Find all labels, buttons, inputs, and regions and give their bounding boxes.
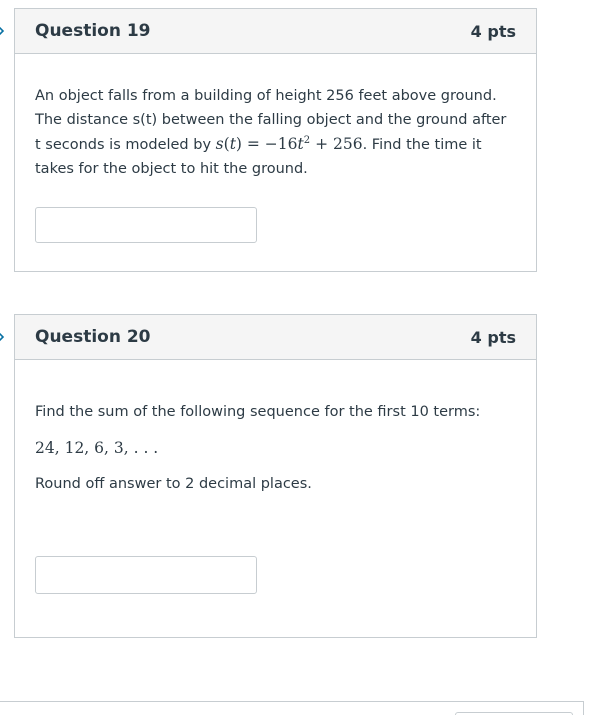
question-title: Question 19 [35, 21, 151, 41]
sequence-formula: 24, 12, 6, 3, . . . [35, 439, 159, 457]
question-header [15, 9, 536, 54]
flag-question-icon[interactable] [0, 330, 6, 344]
question-text [35, 84, 516, 181]
question-body [15, 84, 536, 243]
formula: $s(t) = -16t^2 + 256$ [215, 134, 363, 153]
question-text-part: An object falls from a building of height 256 feet above ground. The distance s(t) between the falling object and the ground after t seconds is modeled by [35, 88, 507, 153]
question-19-card [14, 8, 537, 272]
question-20-card [14, 314, 537, 638]
question-title: Question 20 [35, 327, 151, 347]
question-text-part: . Find the time it takes for the object to hit the ground. [35, 137, 482, 177]
question-text: Find the sum of the following sequence for the first 10 terms: [35, 404, 481, 420]
question-points: 4 pts [470, 21, 516, 41]
question-instruction: Round off answer to 2 decimal places. [35, 476, 312, 492]
answer-input[interactable] [35, 207, 257, 243]
answer-input[interactable] [35, 556, 257, 594]
question-points: 4 pts [470, 327, 516, 347]
question-header [15, 315, 536, 360]
flag-question-icon[interactable] [0, 24, 6, 38]
question-body [15, 400, 536, 594]
